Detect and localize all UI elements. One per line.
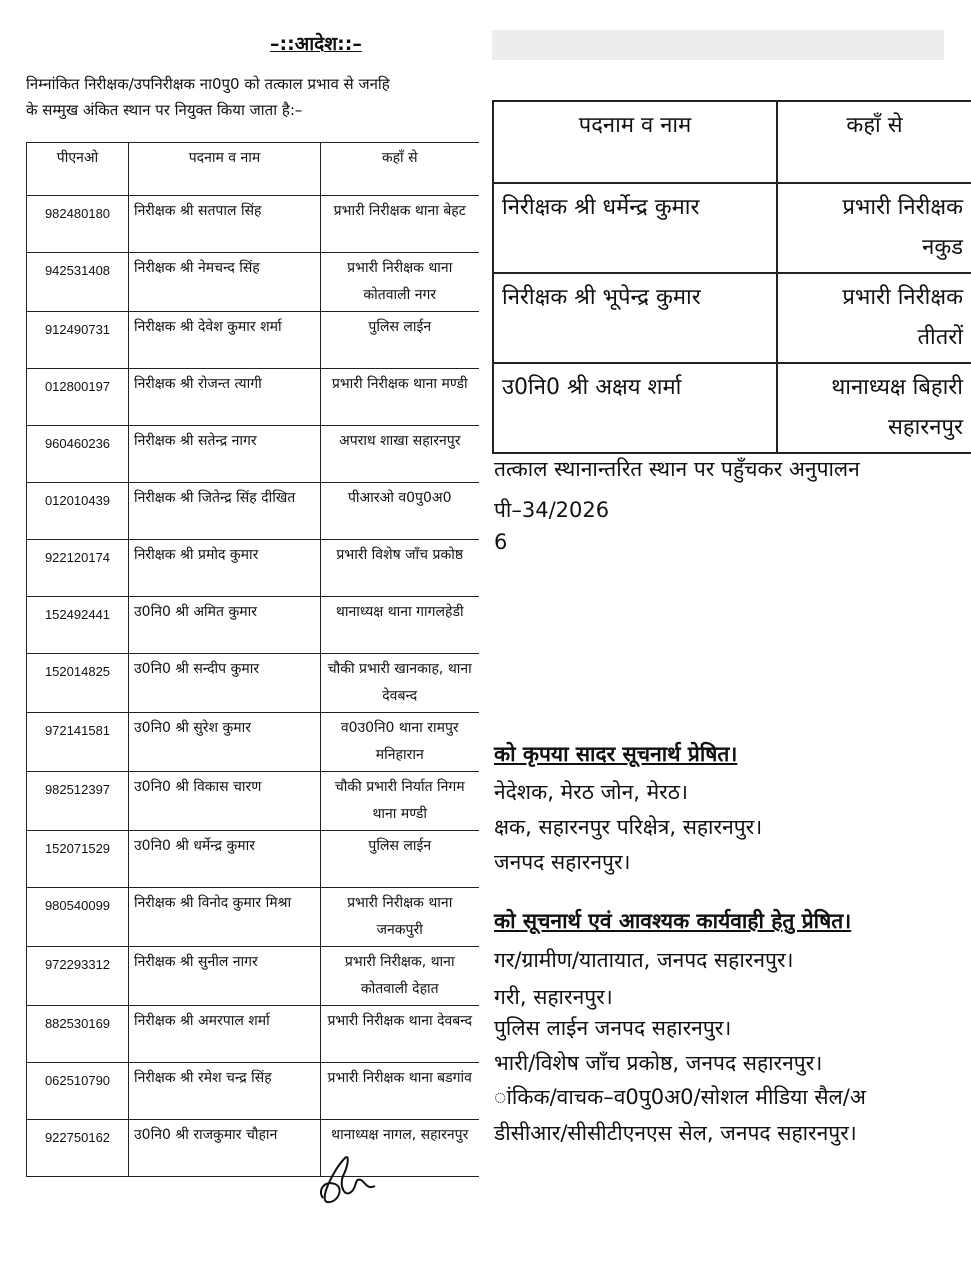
table-row — [27, 426, 479, 483]
pno-cell: 922750162 — [27, 1120, 129, 1177]
name-cell: निरीक्षक श्री प्रमोद कुमार — [129, 540, 321, 597]
from-cell — [777, 363, 971, 453]
from-line-2: नकुड — [922, 235, 963, 260]
reference-number: पी–34/2026 — [494, 498, 610, 522]
pno-cell: 922120174 — [27, 540, 129, 597]
forward-item: ांकिक/वाचक–व0पु0अ0/सोशल मीडिया सैल/अ — [494, 1085, 866, 1109]
forward-item: भारी/विशेष जाँच प्रकोष्ठ, जनपद सहारनपुर। — [494, 1051, 823, 1075]
name-cell: निरीक्षक श्री रमेश चन्द्र सिंह — [129, 1063, 321, 1120]
table-row — [493, 183, 971, 273]
order-title: –::आदेश::– — [270, 33, 362, 55]
from-line-1: प्रभारी निरीक्षक — [842, 285, 963, 310]
transfer-table — [26, 142, 479, 1177]
from-cell: प्रभारी निरीक्षक थाना कोतवाली नगर — [321, 253, 479, 312]
from-cell: चौकी प्रभारी खानकाह, थाना देवबन्द — [321, 654, 479, 713]
from-line-2: तीतरों — [917, 325, 963, 350]
name-cell: उ0नि0 श्री सुरेश कुमार — [129, 713, 321, 772]
name-cell: उ0नि0 श्री राजकुमार चौहान — [129, 1120, 321, 1177]
header-name-right: पदनाम व नाम — [493, 101, 777, 183]
compliance-line: तत्काल स्थानान्तरित स्थान पर पहुँचकर अनुपालन — [494, 457, 860, 481]
from-cell: प्रभारी निरीक्षक थाना बेहट — [321, 196, 479, 253]
table-row — [27, 713, 479, 772]
table-row — [27, 1120, 479, 1177]
forward-item: गरी, सहारनपुर। — [494, 985, 613, 1009]
table-row — [27, 654, 479, 713]
from-line-1: प्रभारी निरीक्षक — [842, 195, 963, 220]
from-cell: प्रभारी निरीक्षक, थाना कोतवाली देहात — [321, 947, 479, 1006]
header-from: कहाँ से — [321, 143, 479, 196]
header-pno: पीएनओ — [27, 143, 129, 196]
name-cell: निरीक्षक श्री धर्मेन्द्र कुमार — [493, 183, 777, 273]
scan-header-strip — [492, 30, 944, 60]
pno-cell: 882530169 — [27, 1006, 129, 1063]
name-cell: निरीक्षक श्री अमरपाल शर्मा — [129, 1006, 321, 1063]
forward-item: गर/ग्रामीण/यातायात, जनपद सहारनपुर। — [494, 948, 794, 972]
pno-cell: 972141581 — [27, 713, 129, 772]
name-cell: निरीक्षक श्री विनोद कुमार मिश्रा — [129, 888, 321, 947]
from-line-2: सहारनपुर — [888, 415, 963, 440]
pno-cell: 152071529 — [27, 831, 129, 888]
name-cell: निरीक्षक श्री सतपाल सिंह — [129, 196, 321, 253]
forward-item: नेदेशक, मेरठ जोन, मेरठ। — [494, 780, 688, 804]
table-row — [27, 947, 479, 1006]
pno-cell: 980540099 — [27, 888, 129, 947]
from-cell: व0उ0नि0 थाना रामपुर मनिहारान — [321, 713, 479, 772]
table-row — [27, 253, 479, 312]
pno-cell: 972293312 — [27, 947, 129, 1006]
name-cell: निरीक्षक श्री नेमचन्द सिंह — [129, 253, 321, 312]
name-cell: उ0नि0 श्री सन्दीप कुमार — [129, 654, 321, 713]
intro-line-1: निम्नांकित निरीक्षक/उपनिरीक्षक ना0पु0 को तत्काल प्रभाव से जनहि — [26, 75, 390, 93]
from-cell — [777, 183, 971, 273]
from-cell: प्रभारी निरीक्षक थाना बडगांव — [321, 1063, 479, 1120]
header-name: पदनाम व नाम — [129, 143, 321, 196]
pno-cell: 152014825 — [27, 654, 129, 713]
name-cell: उ0नि0 श्री अक्षय शर्मा — [493, 363, 777, 453]
pno-cell: 062510790 — [27, 1063, 129, 1120]
table-row — [27, 369, 479, 426]
table-row — [27, 1063, 479, 1120]
forward-item: पुलिस लाईन जनपद सहारनपुर। — [494, 1016, 732, 1040]
table-row — [27, 540, 479, 597]
table-row — [27, 312, 479, 369]
name-cell: उ0नि0 श्री अमित कुमार — [129, 597, 321, 654]
from-cell: प्रभारी निरीक्षक थाना देवबन्द — [321, 1006, 479, 1063]
pno-cell: 942531408 — [27, 253, 129, 312]
pno-cell: 960460236 — [27, 426, 129, 483]
from-cell: प्रभारी निरीक्षक थाना जनकपुरी — [321, 888, 479, 947]
forward-item: क्षक, सहारनपुर परिक्षेत्र, सहारनपुर। — [494, 815, 763, 839]
from-cell: थानाध्यक्ष थाना गागलहेडी — [321, 597, 479, 654]
name-cell: उ0नि0 श्री धर्मेन्द्र कुमार — [129, 831, 321, 888]
from-cell: पीआरओ व0पु0अ0 — [321, 483, 479, 540]
forward-item: डीसीआर/सीसीटीएनएस सेल, जनपद सहारनपुर। — [494, 1121, 857, 1145]
from-cell — [777, 273, 971, 363]
name-cell: निरीक्षक श्री भूपेन्द्र कुमार — [493, 273, 777, 363]
from-cell: प्रभारी विशेष जाँच प्रकोष्ठ — [321, 540, 479, 597]
pno-cell: 012010439 — [27, 483, 129, 540]
name-cell: उ0नि0 श्री विकास चारण — [129, 772, 321, 831]
table-row — [27, 196, 479, 253]
pno-cell: 912490731 — [27, 312, 129, 369]
name-cell: निरीक्षक श्री रोजन्त त्यागी — [129, 369, 321, 426]
from-cell: प्रभारी निरीक्षक थाना मण्डी — [321, 369, 479, 426]
table-row — [27, 483, 479, 540]
forward-item: जनपद सहारनपुर। — [494, 850, 631, 874]
forward-heading-2: को सूचनार्थ एवं आवश्यक कार्यवाही हेतु प्रेषित। — [494, 909, 852, 933]
from-cell: पुलिस लाईन — [321, 831, 479, 888]
header-from-right: कहाँ से — [777, 101, 971, 183]
intro-line-2: के सम्मुख अंकित स्थान पर नियुक्त किया जाता है:– — [26, 101, 303, 119]
from-cell: चौकी प्रभारी निर्यात निगम थाना मण्डी — [321, 772, 479, 831]
table-row — [27, 888, 479, 947]
table-row — [493, 273, 971, 363]
pno-cell: 012800197 — [27, 369, 129, 426]
from-line-1: थानाध्यक्ष बिहारी — [831, 375, 963, 400]
table-row — [27, 831, 479, 888]
pno-cell: 982480180 — [27, 196, 129, 253]
table-row — [493, 363, 971, 453]
table-row — [27, 597, 479, 654]
from-cell: पुलिस लाईन — [321, 312, 479, 369]
signature — [315, 1150, 380, 1210]
reference-fragment: 6 — [494, 530, 508, 554]
name-cell: निरीक्षक श्री जितेन्द्र सिंह दीखित — [129, 483, 321, 540]
forward-heading-1: को कृपया सादर सूचनार्थ प्रेषित। — [494, 742, 738, 766]
from-cell: थानाध्यक्ष नागल, सहारनपुर — [321, 1120, 479, 1177]
from-cell: अपराध शाखा सहारनपुर — [321, 426, 479, 483]
table-row — [27, 772, 479, 831]
table-row — [27, 1006, 479, 1063]
name-cell: निरीक्षक श्री सतेन्द्र नागर — [129, 426, 321, 483]
transfer-table-continued — [492, 100, 971, 454]
pno-cell: 152492441 — [27, 597, 129, 654]
name-cell: निरीक्षक श्री देवेश कुमार शर्मा — [129, 312, 321, 369]
name-cell: निरीक्षक श्री सुनील नागर — [129, 947, 321, 1006]
pno-cell: 982512397 — [27, 772, 129, 831]
